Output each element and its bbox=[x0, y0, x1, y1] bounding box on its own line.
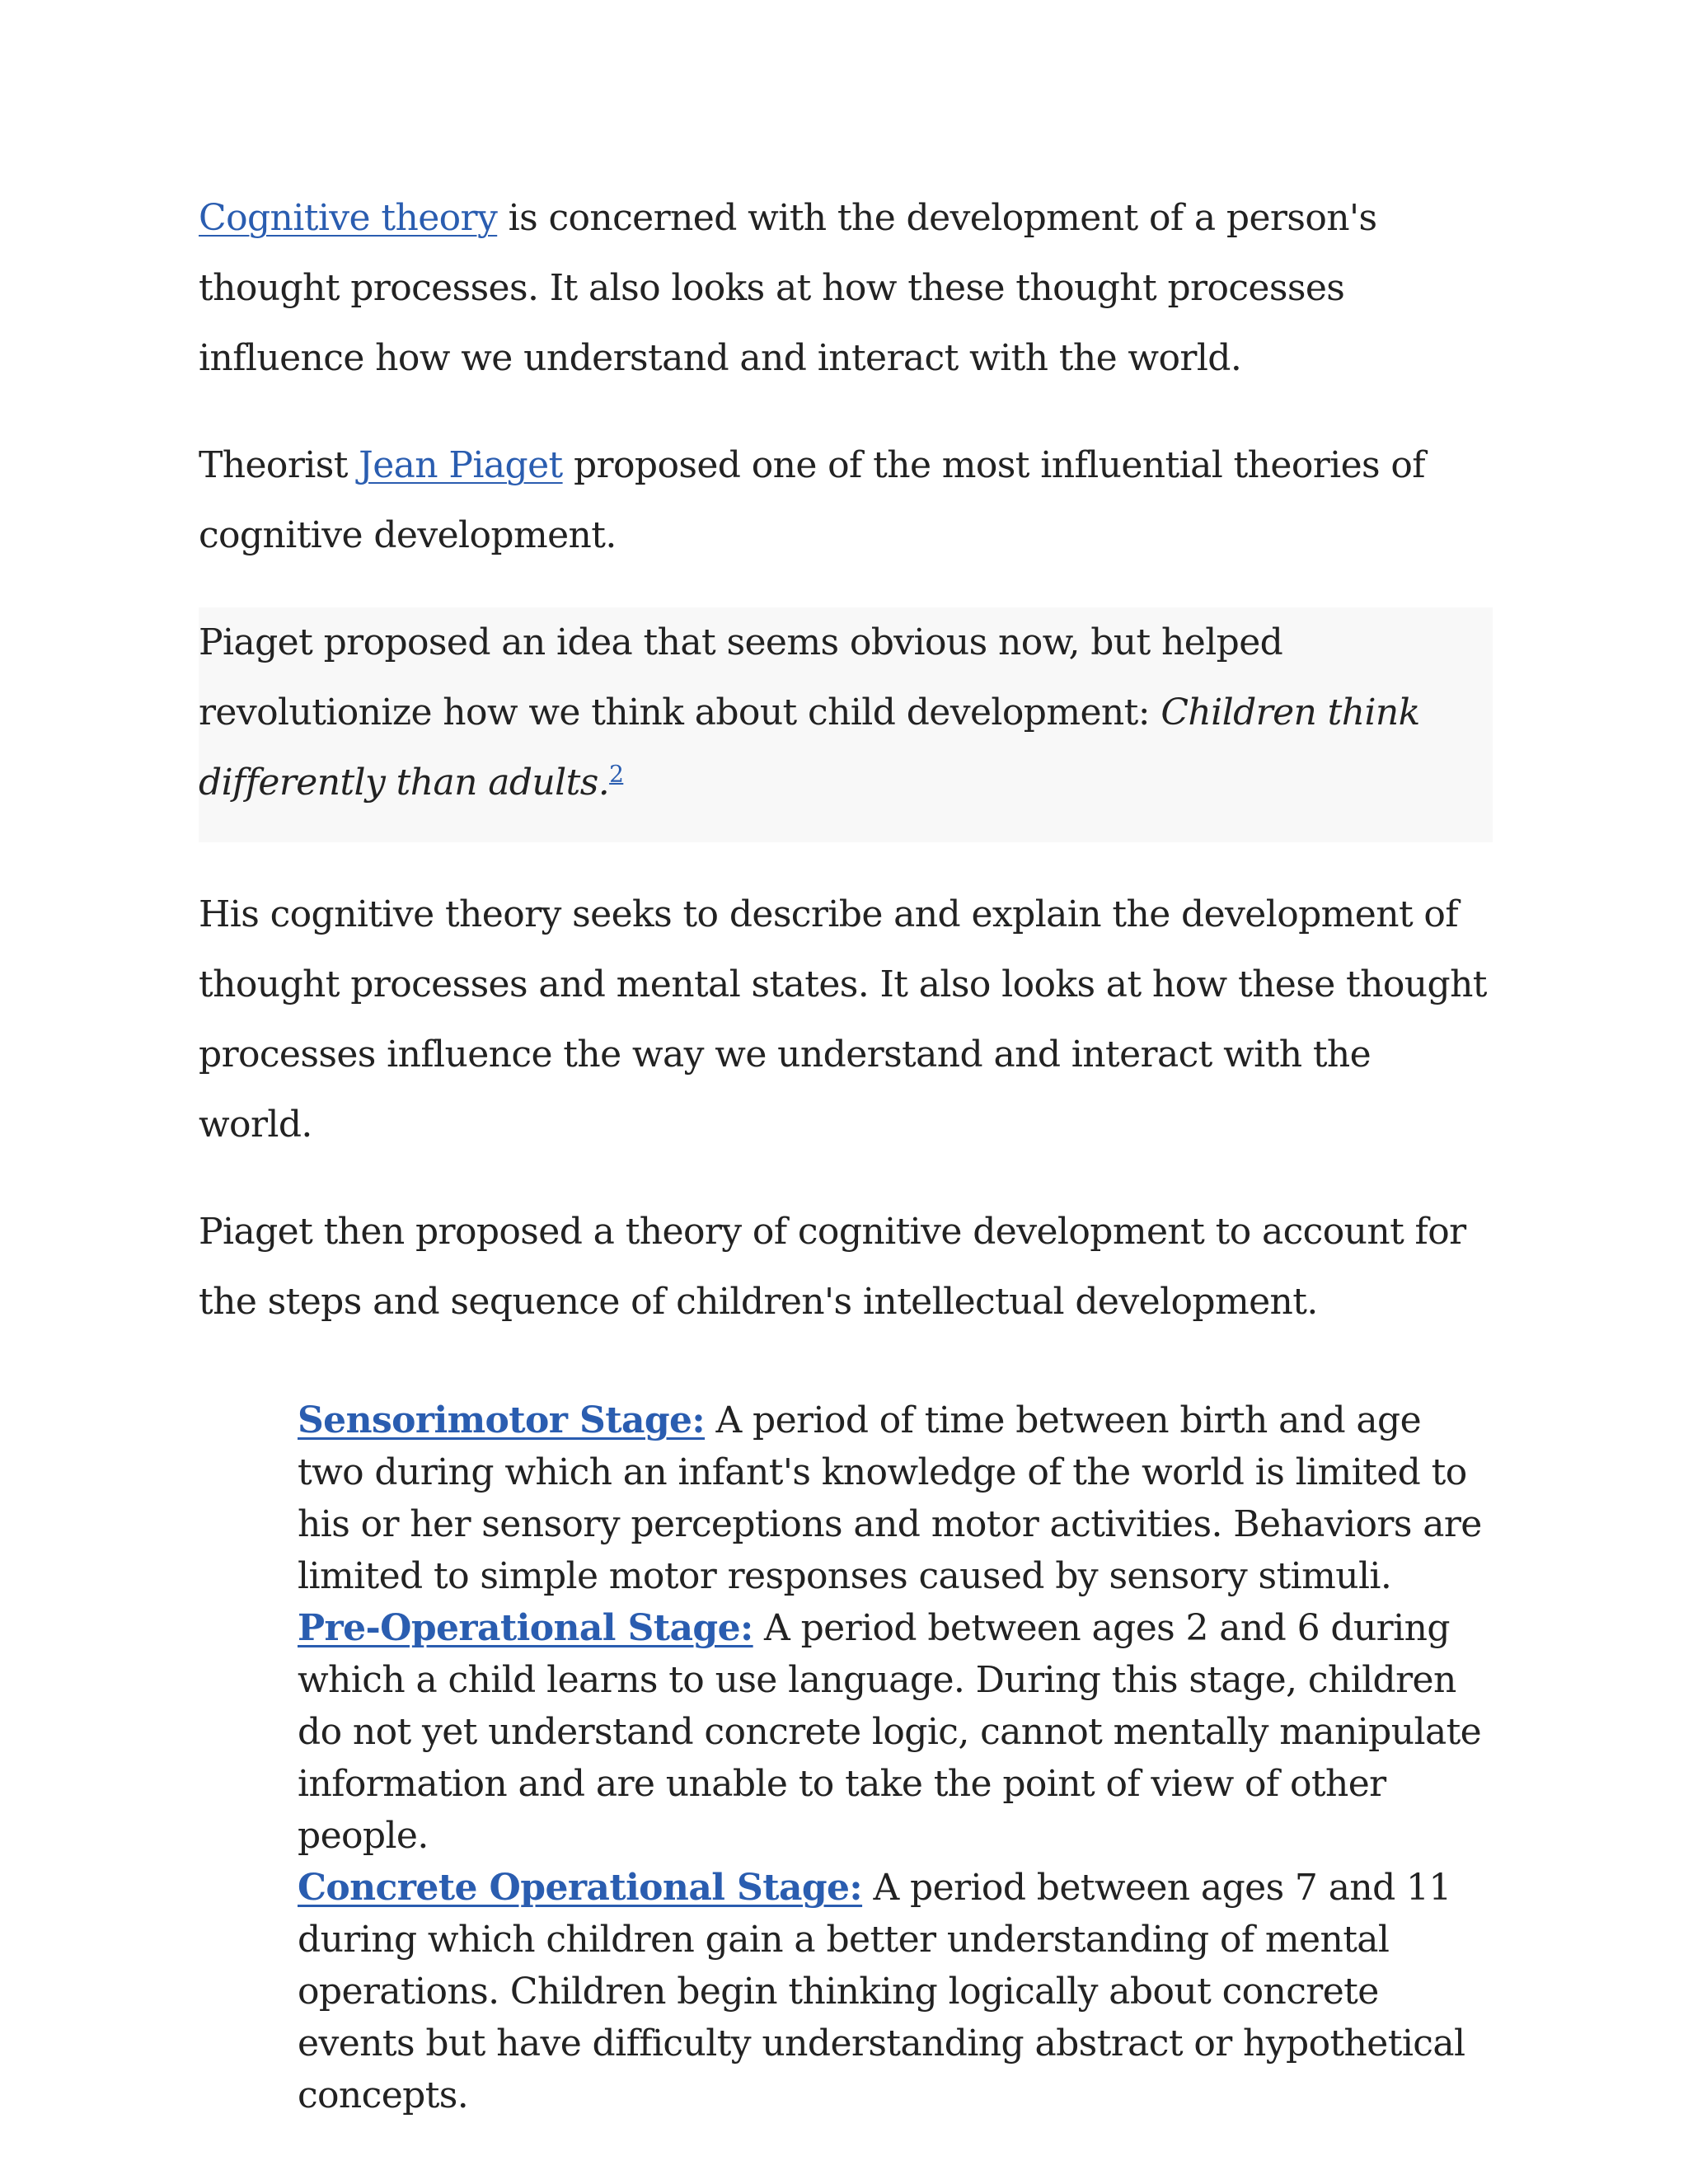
pre-operational-stage-link[interactable]: Pre-Operational Stage: bbox=[298, 1607, 753, 1649]
quote-emphasis: Children think differently than adults bbox=[199, 691, 1420, 804]
quote-period: . bbox=[598, 762, 610, 804]
paragraph-text: Piaget then proposed a theory of cognitive development to account for the steps and sequence of children's intellectual development. bbox=[199, 1211, 1466, 1323]
paragraph-stages-intro bbox=[199, 1197, 1493, 1337]
stage-item-sensorimotor bbox=[298, 1394, 1493, 1602]
article-body bbox=[199, 183, 1493, 2121]
concrete-operational-stage-link[interactable]: Concrete Operational Stage: bbox=[298, 1867, 863, 1909]
footnote-reference[interactable]: 2 bbox=[609, 760, 624, 788]
sensorimotor-stage-link[interactable]: Sensorimotor Stage: bbox=[298, 1399, 706, 1441]
stage-item-concrete-operational bbox=[298, 1862, 1493, 2121]
stages-list bbox=[298, 1394, 1493, 2121]
quote-text: Piaget proposed an idea that seems obvious now, but helped revolutionize how we think about child development: bbox=[199, 621, 1283, 733]
paragraph-text: is concerned with the development of a person's thought processes. It also looks at how these thought processes influence how we understand and interact with the world. bbox=[199, 197, 1377, 379]
paragraph-text: Theorist bbox=[199, 444, 359, 486]
paragraph-text: proposed one of the most influential theories of cognitive development. bbox=[199, 444, 1425, 556]
stage-description: A period of time between birth and age two during which an infant's knowledge of the world is limited to his or her sensory perceptions and motor activities. Behaviors are limited to simple motor responses caused by sensory stimuli. bbox=[298, 1399, 1482, 1597]
stage-item-pre-operational bbox=[298, 1602, 1493, 1862]
paragraph-text: His cognitive theory seeks to describe and explain the development of thought processes and mental states. It also looks at how these thought processes influence the way we understand and interact with the world. bbox=[199, 893, 1487, 1146]
paragraph-jean-piaget bbox=[199, 430, 1493, 570]
jean-piaget-link[interactable]: Jean Piaget bbox=[359, 444, 563, 486]
stage-description: A period between ages 7 and 11 during which children gain a better understanding of mental operations. Children begin thinking logically about concrete events but have difficulty understanding abstract or hypothetical concepts. bbox=[298, 1867, 1465, 2116]
highlight-quote bbox=[199, 607, 1493, 842]
paragraph-cognitive-theory-description bbox=[199, 879, 1493, 1160]
stage-description: A period between ages 2 and 6 during which a child learns to use language. During this stage, children do not yet understand concrete logic, cannot mentally manipulate information and are unable to take the point of view of other people. bbox=[298, 1607, 1482, 1857]
paragraph-cognitive-theory bbox=[199, 183, 1493, 393]
cognitive-theory-link[interactable]: Cognitive theory bbox=[199, 197, 498, 239]
